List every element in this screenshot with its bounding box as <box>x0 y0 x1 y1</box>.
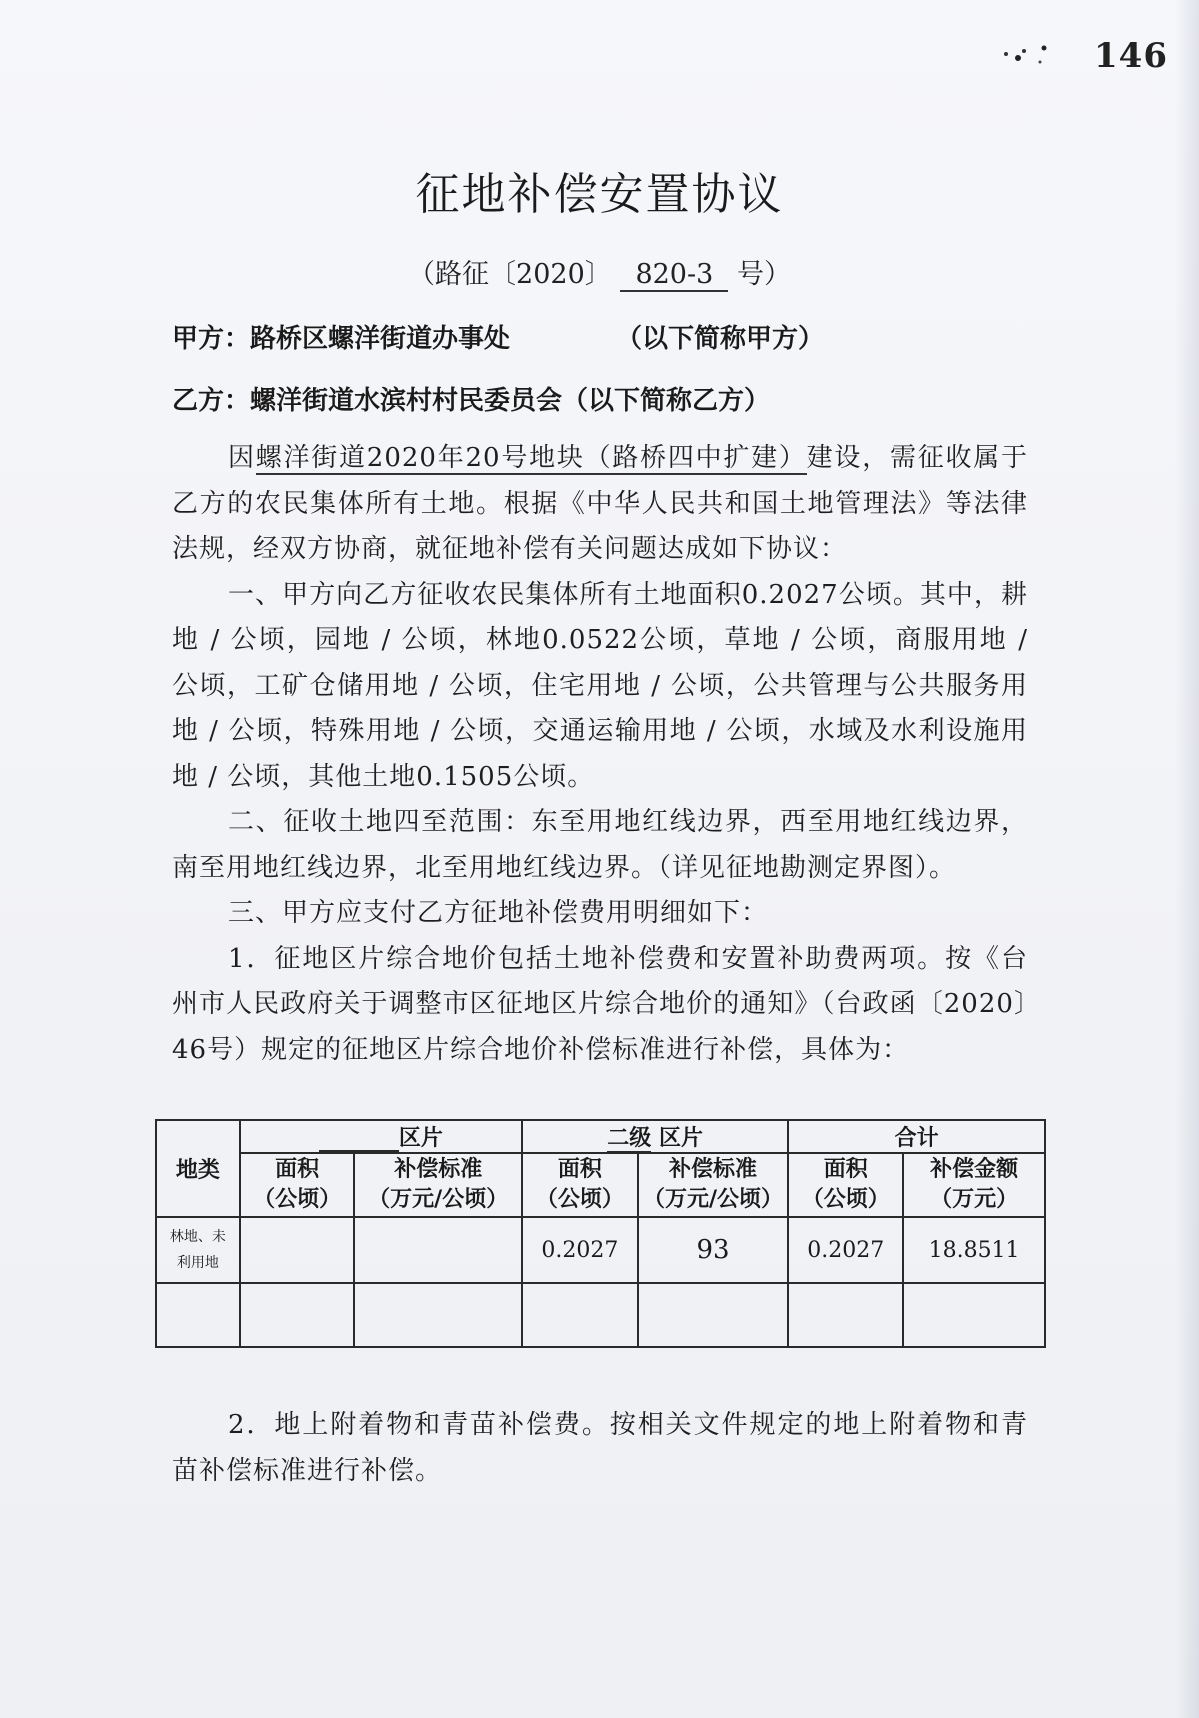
g1-std-unit: （万元/公顷） <box>368 1187 509 1212</box>
table-row <box>156 1217 1045 1283</box>
document-title: 征地补偿安置协议 <box>415 169 784 220</box>
clause-3-1: 1．征地区片综合地价包括土地补偿费和安置补助费两项。按《台州市人民政府关于调整市区征地区片综合地价的通知》（台政函〔2020〕46号）规定的征地区片综合地价补偿标准进行补偿，具体为： <box>172 943 1028 1065</box>
table-header-row-1 <box>156 1120 1045 1153</box>
intro-paragraph <box>172 436 1028 573</box>
group-2-level: 二级 <box>607 1126 652 1151</box>
header-g1-area <box>240 1153 355 1217</box>
page-number: 146 <box>1094 36 1168 76</box>
header-g1-std <box>354 1153 521 1217</box>
row-g1-std <box>354 1283 521 1347</box>
doc-number-value: 820-3 <box>620 259 728 292</box>
row-g2-area: 0.2027 <box>522 1217 638 1283</box>
g1-area-unit: （公顷） <box>253 1187 342 1212</box>
header-group-1 <box>240 1120 522 1153</box>
intro-lead: 因 <box>228 443 256 473</box>
doc-number-suffix: 号） <box>736 259 791 290</box>
total-amount-unit: （万元） <box>930 1187 1019 1212</box>
header-g2-area <box>522 1153 638 1217</box>
party-a-label: 甲方：路桥区螺洋街道办事处 <box>172 324 511 354</box>
row-total-area <box>788 1283 903 1347</box>
party-b <box>172 380 770 417</box>
agreement-body-continued <box>172 1403 1028 1494</box>
header-group-2 <box>522 1120 788 1153</box>
row-g1-area <box>240 1283 355 1347</box>
stamp-marks-icon <box>1000 42 1060 72</box>
party-a-note: （以下简称甲方） <box>616 324 825 354</box>
header-group-3: 合计 <box>788 1120 1045 1153</box>
row-g2-std <box>638 1283 789 1347</box>
compensation-table <box>155 1119 1046 1348</box>
table-header-row-2 <box>156 1153 1045 1217</box>
row-total-amount <box>903 1283 1045 1347</box>
intro-rest: 建设，需征收属于乙方的农民集体所有土地。根据《中华人民共和国土地管理法》等法律法规，经双方协商，就征地补偿有关问题达成如下协议： <box>172 443 1028 564</box>
row-g1-area <box>240 1217 355 1283</box>
header-g2-std <box>638 1153 789 1217</box>
g2-std-unit: （万元/公顷） <box>643 1187 784 1212</box>
header-category: 地类 <box>156 1120 240 1217</box>
header-total-area <box>788 1153 903 1217</box>
category-line-1: 林地、未 <box>169 1229 226 1245</box>
category-line-2: 利用地 <box>176 1255 219 1271</box>
row-category <box>156 1217 240 1283</box>
intro-project: 螺洋街道2020年20号地块（路桥四中扩建） <box>255 443 807 473</box>
clause-3: 三、甲方应支付乙方征地补偿费用明细如下： <box>228 898 769 928</box>
row-total-area: 0.2027 <box>788 1217 903 1283</box>
g1-std-label: 补偿标准 <box>394 1157 483 1182</box>
clause-2: 二、征收土地四至范围：东至用地红线边界，西至用地红线边界，南至用地红线边界，北至用地红线边界。（详见征地勘测定界图）。 <box>172 807 1028 883</box>
total-area-unit: （公顷） <box>801 1187 890 1212</box>
clause-3-2: 2．地上附着物和青苗补偿费。按相关文件规定的地上附着物和青苗补偿标准进行补偿。 <box>172 1410 1028 1486</box>
row-g2-area <box>522 1283 638 1347</box>
doc-number-prefix: （路征〔2020〕 <box>408 259 612 290</box>
header-total-amount <box>903 1153 1045 1217</box>
group-1-label: 区片 <box>398 1126 443 1151</box>
party-a <box>172 318 825 355</box>
row-category <box>156 1283 240 1347</box>
table-row <box>156 1283 1045 1347</box>
g2-area-label: 面积 <box>557 1157 602 1182</box>
g2-std-label: 补偿标准 <box>669 1157 758 1182</box>
total-area-label: 面积 <box>823 1157 868 1182</box>
document-number <box>0 252 1199 292</box>
row-total-amount: 18.8511 <box>903 1217 1045 1283</box>
group-1-blank <box>319 1128 399 1152</box>
g2-area-unit: （公顷） <box>535 1187 624 1212</box>
total-amount-label: 补偿金额 <box>930 1157 1019 1182</box>
group-2-suffix: 区片 <box>658 1126 703 1151</box>
party-b-label: 乙方：螺洋街道水滨村村民委员会（以下简称乙方） <box>172 386 771 416</box>
agreement-body <box>172 436 1028 1073</box>
clause-1: 一、甲方向乙方征收农民集体所有土地面积0.2027公顷。其中，耕地 / 公顷，园地 / 公顷，林地0.0522公顷，草地 / 公顷，商服用地 / 公顷，工矿仓储用地 / 公顷，住宅用地 / 公顷，公共管理与公共服务用地 / 公顷，特殊用地 / 公顷，交通运输用地 / 公顷，水域及水利设施用地 / 公顷，其他土地0.1505公顷。 <box>172 579 1028 792</box>
g1-area-label: 面积 <box>275 1157 320 1182</box>
row-g1-std <box>354 1217 521 1283</box>
row-g2-std: 93 <box>638 1217 789 1283</box>
